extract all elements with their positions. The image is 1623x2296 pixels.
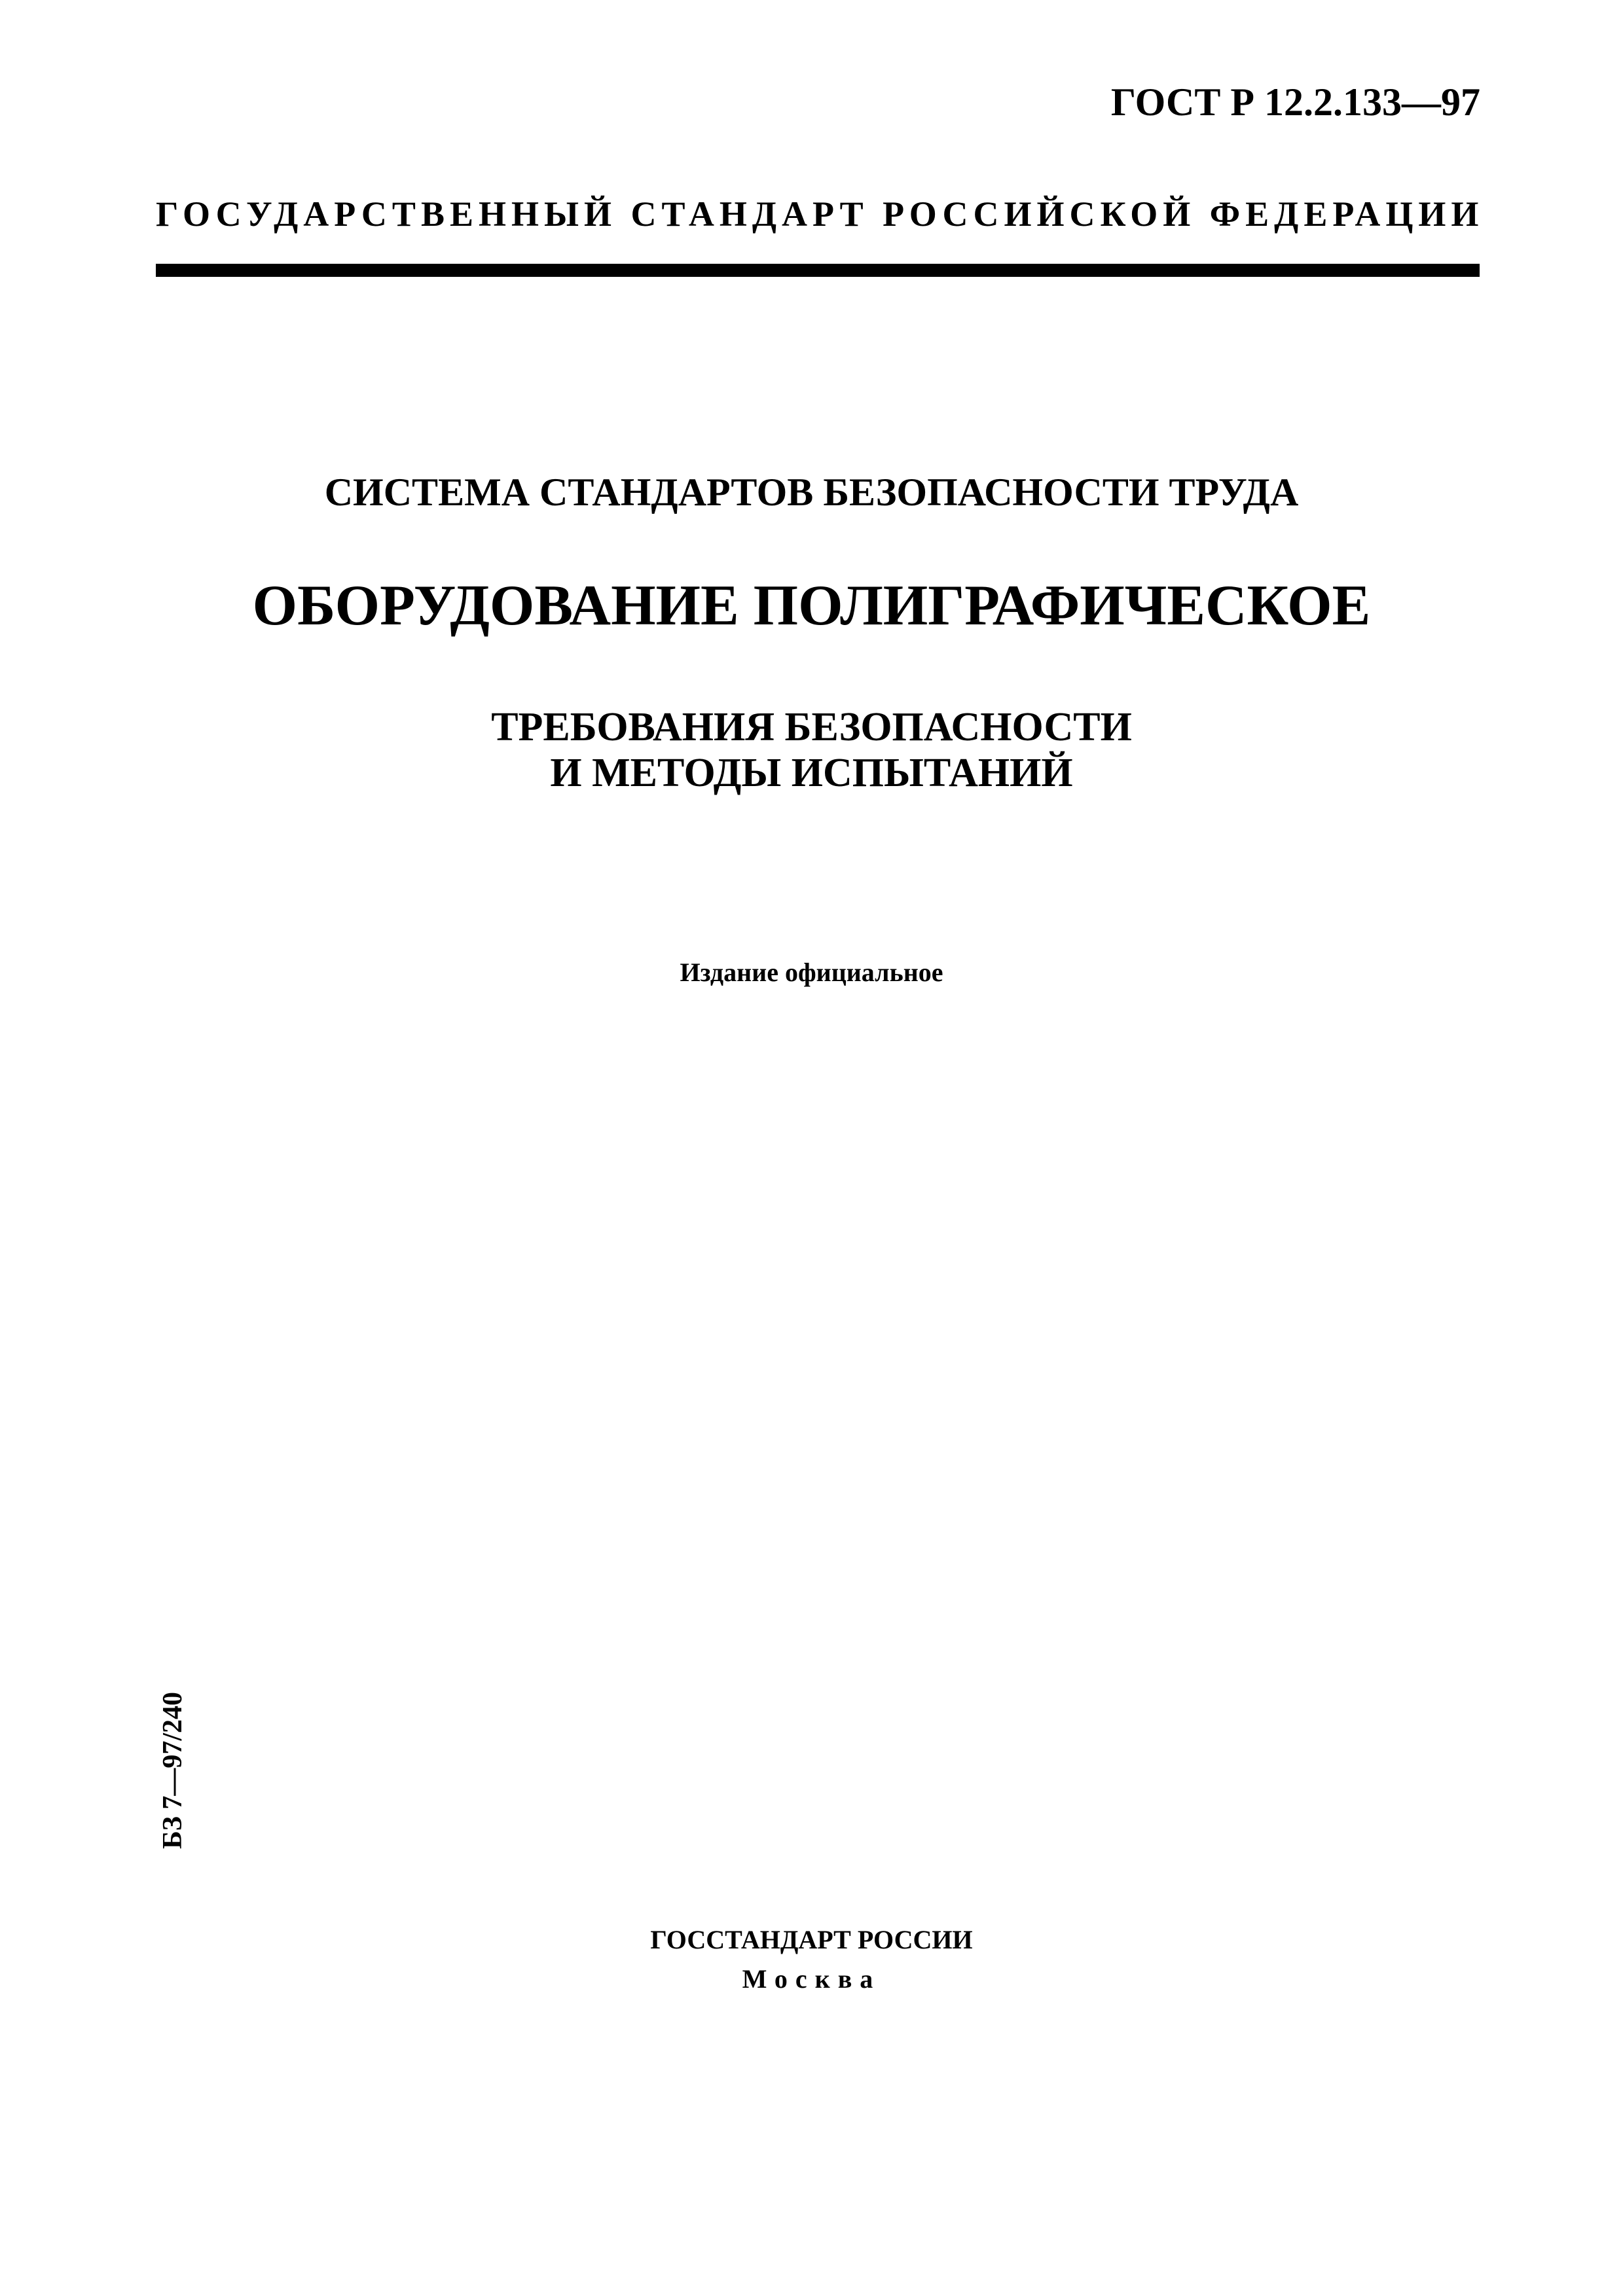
- header-divider: [156, 264, 1480, 277]
- edition-label: Издание официальное: [680, 958, 943, 987]
- publisher: ГОССТАНДАРТ РОССИИ: [650, 1925, 973, 1954]
- publication-city: Москва: [742, 1964, 881, 1994]
- document-title: ОБОРУДОВАНИЕ ПОЛИГРАФИЧЕСКОЕ: [252, 574, 1371, 637]
- document-subtitle: [0, 704, 1623, 796]
- subtitle-line-1: ТРЕБОВАНИЯ БЕЗОПАСНОСТИ: [491, 705, 1132, 749]
- document-number: ГОСТ Р 12.2.133—97: [1110, 81, 1480, 124]
- side-code: БЗ 7—97/240: [158, 1691, 188, 1850]
- state-standard-heading: ГОСУДАРСТВЕННЫЙ СТАНДАРТ РОССИЙСКОЙ ФЕДЕРАЦИИ: [156, 194, 1484, 234]
- standards-series: СИСТЕМА СТАНДАРТОВ БЕЗОПАСНОСТИ ТРУДА: [324, 471, 1299, 514]
- subtitle-line-2: И МЕТОДЫ ИСПЫТАНИЙ: [550, 751, 1073, 795]
